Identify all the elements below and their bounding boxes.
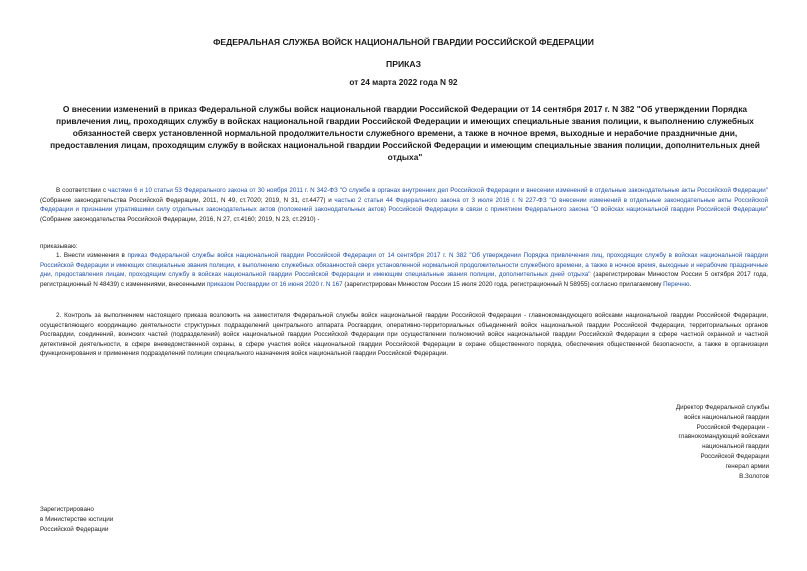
order-167-link[interactable]: приказом Росгвардии от 16 июня 2020 г. N 167: [206, 280, 343, 288]
signature-line: войск национальной гвардии: [684, 413, 769, 421]
signature-block: [589, 403, 769, 481]
registration-line: в Министерстве юстиции: [40, 516, 114, 523]
signature-line: генерал армии: [725, 462, 769, 470]
paragraph-2: 2. Контроль за выполнением настоящего приказа возложить на заместителя Федеральной службы войск национальной гвардии Российской Федерации - главнокомандующего войсками национальной гвардии Российской Федерации, осуществляющего координацию деятельности структурных подразделений центрального аппарата Росгвардии, оперативно-территориальных объединений войск национальной гвардии Российской Федерации, территориальных органов Росгвардии, соединений, воинских частей (подразделений) войск национальной гвардии Российской Федерации при осуществлении полномочий войск национальной гвардии Российской Федерации в сфере частной охранной и частной детективной деятельности, в сфере вневедомственной охраны, в сфере участия войск национальной гвардии Российской Федерации в охране общественного порядка, обеспечения общественной безопасности, а также в организации функционирования и применения подразделений полиции специального назначения войск национальной гвардии Российской Федерации.: [40, 312, 768, 358]
signature-line: национальной гвардии: [702, 443, 769, 451]
agency-title: ФЕДЕРАЛЬНАЯ СЛУЖБА ВОЙСК НАЦИОНАЛЬНОЙ ГВАРДИИ РОССИЙСКОЙ ФЕДЕРАЦИИ: [213, 37, 594, 47]
paragraph-1: [40, 251, 768, 289]
list-appendix-link[interactable]: Перечню: [663, 280, 690, 288]
registration-line: Зарегистрировано: [40, 506, 94, 513]
signature-line: главнокомандующий войсками: [678, 433, 769, 441]
document-date-number: от 24 марта 2022 года N 92: [349, 77, 458, 87]
paragraph-1-text-a: 1. Внести изменения в: [56, 252, 128, 259]
preamble-text-c: (Собрание законодательства Российской Федерации, 2016, N 27, ст.4160; 2019, N 23, ст.2910) -: [40, 215, 320, 223]
law-342-fz-link[interactable]: частями 6 и 10 статьи 53 Федерального закона от 30 ноября 2011 г. N 342-ФЗ "О службе в органах внутренних дел Российской Федерации и внесении изменений в отдельные законодательные акты Российской Федерации": [108, 187, 768, 194]
document-subject: О внесении изменений в приказ Федеральной службы войск национальной гвардии Российской Федерации от 14 сентября 2017 г. N 382 "Об утверждении Порядка привлечения лиц, проходящих службу в войсках национальной гвардии Российской Федерации и имеющих специальные звания полиции, к выполнению служебных обязанностей сверх установленной нормальной продолжительности служебного времени, а также в ночное время, выходные и нерабочие праздничные дни, предоставления лицам, проходящим службу в войсках национальной гвардии Российской Федерации и имеющим специальные звания полиции, дополнительных дней отдыха": [50, 104, 760, 162]
preamble-paragraph: [40, 186, 768, 224]
registration-block: [40, 505, 240, 535]
signature-line: Российской Федерации: [700, 452, 769, 460]
registration-line: Российской Федерации: [40, 526, 109, 533]
signature-name: В.Золотов: [739, 472, 769, 480]
preamble-text-b: (Собрание законодательства Российской Федерации, 2011, N 49, ст.7020; 2019, N 31, ст.4477) и: [40, 196, 335, 204]
order-word: приказываю:: [40, 243, 78, 250]
signature-line: Российской Федерации -: [696, 423, 769, 431]
order-382-link[interactable]: приказ Федеральной службы войск национальной гвардии Российской Федерации от 14 сентября 2017 г. N 382 "Об утверждении Порядка привлечения лиц, проходящих службу в войсках национальной гвардии Российской Федерации и имеющих специальные звания полиции, к выполнению служебных обязанностей сверх установленной нормальной продолжительности служебного времени, а также в ночное время, выходные и нерабочие праздничные дни, предоставления лицам, проходящим службу в войсках национальной гвардии Российской Федерации и имеющим специальные звания полиции, дополнительных дней отдыха": [40, 252, 768, 279]
preamble-text-a: В соответствии с: [56, 187, 108, 194]
signature-line: Директор Федеральной службы: [675, 404, 769, 411]
paragraph-1-text-c: (зарегистрирован Минюстом России 15 июля 2020 года, регистрационный N 58955) согласно прилагаемому: [342, 280, 664, 288]
document-type: ПРИКАЗ: [386, 59, 421, 69]
law-227-fz-link[interactable]: частью 2 статьи 44 Федерального закона от 3 июля 2016 г. N 227-ФЗ "О внесении изменений в отдельные законодательные акты Российской Федерации и признании утратившими силу отдельных законодательных актов (положений законодательных актов) Российской Федерации в связи с принятием Федерального закона "О войсках национальной гвардии Российской Федерации": [40, 196, 768, 214]
paragraph-1-text-d: .: [689, 280, 692, 288]
paragraph-1-text-b: (зарегистрирован Минюстом России 5 октября 2017 года, регистрационный N 48439) с изменениями, внесенными: [40, 271, 768, 288]
